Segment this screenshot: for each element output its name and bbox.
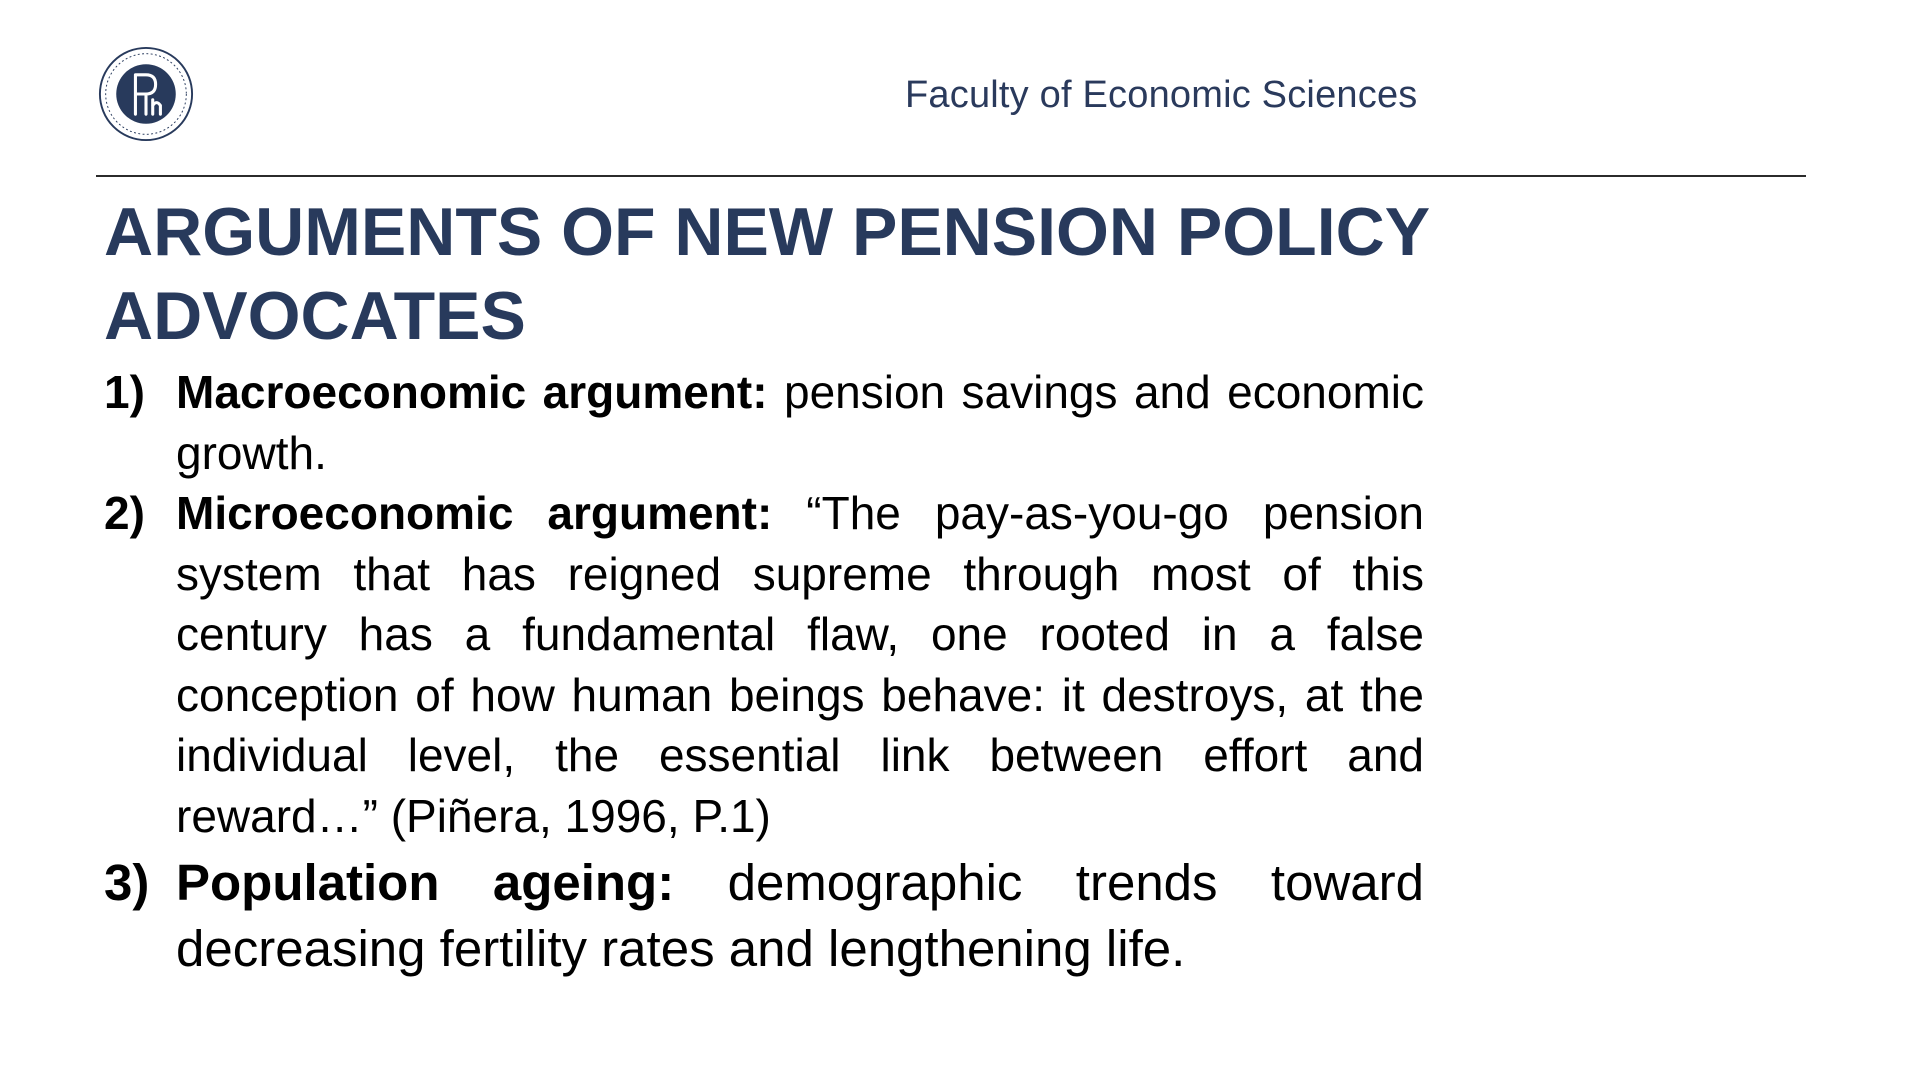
- item-text: demographic trends toward decreasing fertility rates and lengthening life.: [176, 854, 1424, 977]
- item-number: 3): [104, 854, 150, 911]
- item-heading: Macroeconomic argument:: [176, 366, 768, 418]
- hse-university-logo-icon: [98, 46, 194, 142]
- faculty-name: Faculty of Economic Sciences: [905, 74, 1418, 116]
- item-text: “The pay-as-you-go pension system that has reigned supreme through most of this century has a fundamental flaw, one rooted in a false conception of how human beings behave: it destroys, at the individual level, the essential link between effort and reward…” (Piñera, 1996, P.1): [176, 487, 1424, 842]
- list-item-macroeconomic: [104, 362, 1424, 483]
- item-heading: Microeconomic argument:: [176, 487, 773, 539]
- list-item-population-ageing: [104, 850, 1424, 982]
- item-number: 1): [104, 366, 145, 418]
- header-divider: [96, 175, 1806, 177]
- item-number: 2): [104, 487, 145, 539]
- slide-title: ARGUMENTS OF NEW PENSION POLICY ADVOCATES: [104, 194, 1429, 354]
- list-item-microeconomic: [104, 483, 1424, 846]
- item-text: pension savings and economic growth.: [176, 366, 1424, 479]
- item-heading: Population ageing:: [176, 854, 675, 911]
- arguments-list: [104, 362, 1424, 982]
